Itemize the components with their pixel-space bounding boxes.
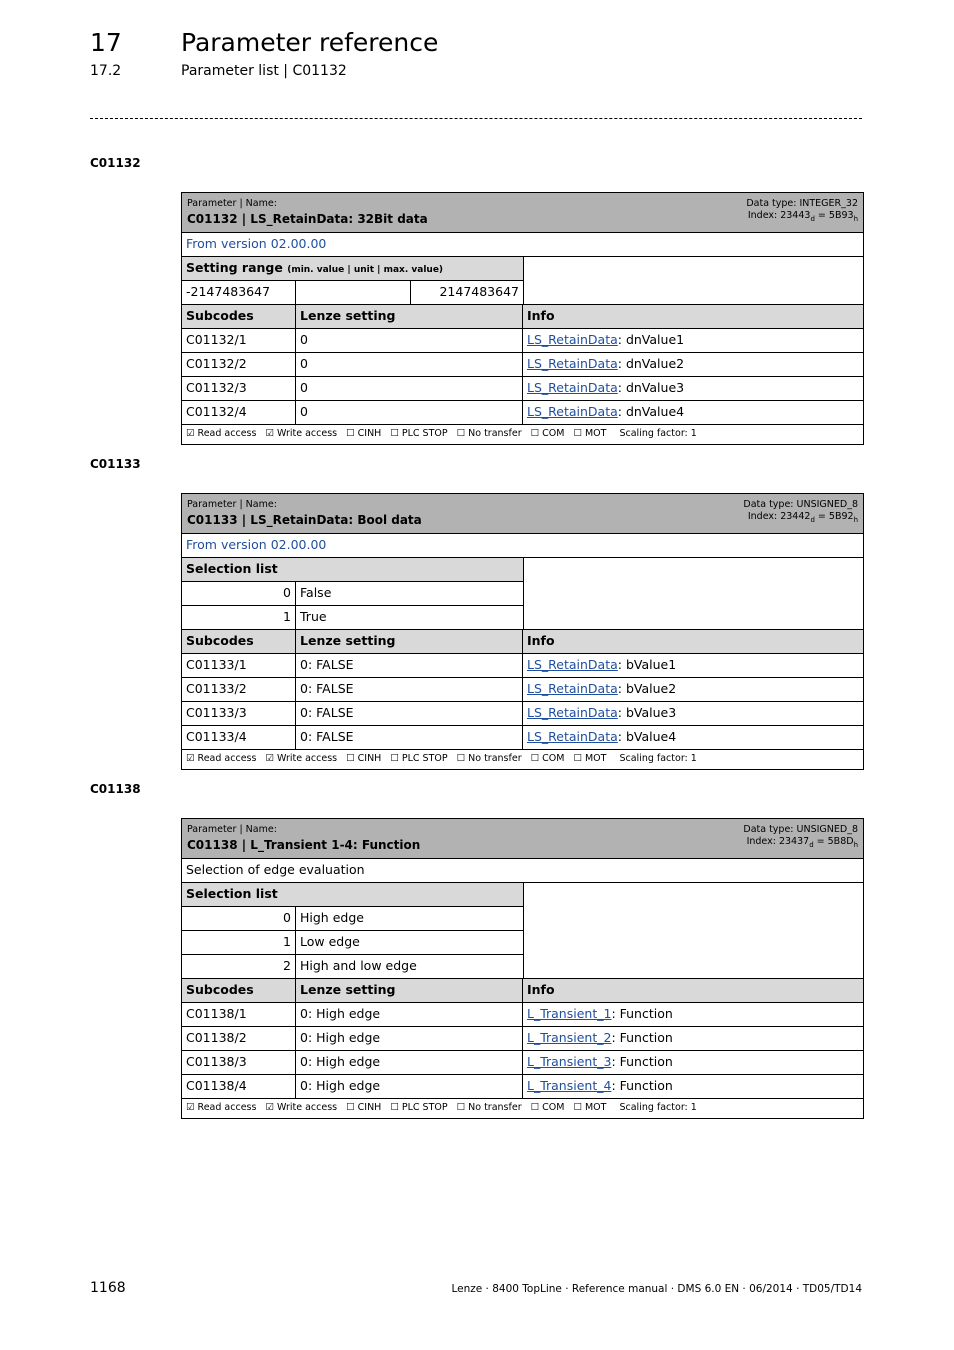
selection-list-block <box>182 883 863 979</box>
param-header <box>182 819 863 859</box>
range-min: -2147483647 <box>182 281 296 304</box>
table-row: C01132/2 0 LS_RetainData: dnValue2 <box>182 353 863 377</box>
info-link[interactable]: LS_RetainData <box>527 404 618 419</box>
info-link[interactable]: LS_RetainData <box>527 729 618 744</box>
range-max: 2147483647 <box>439 284 519 299</box>
selection-item: 2 High and low edge <box>182 955 523 978</box>
param-index: Index: $23442_d = 5B92_h$ <box>747 511 858 524</box>
info-link[interactable]: LS_RetainData <box>527 356 618 371</box>
subcode-header-row: Subcodes Lenze setting Info <box>182 630 863 654</box>
selection-list-heading: Selection list <box>182 558 523 581</box>
section-number: 17.2 <box>90 63 122 79</box>
info-link[interactable]: LS_RetainData <box>527 681 618 696</box>
param-table-c01133 <box>181 493 864 770</box>
table-row: C01138/3 0: High edge L_Transient_3: Function <box>182 1051 863 1075</box>
param-header <box>182 193 863 233</box>
anchor-c01138: C01138 <box>90 782 141 796</box>
data-type: Data type: UNSIGNED_8 <box>743 499 858 510</box>
table-row: C01133/4 0: FALSE LS_RetainData: bValue4 <box>182 726 863 750</box>
subcode-header-row: Subcodes Lenze setting Info <box>182 979 863 1003</box>
data-type: Data type: UNSIGNED_8 <box>743 824 858 835</box>
table-row: C01133/3 0: FALSE LS_RetainData: bValue3 <box>182 702 863 726</box>
section-title: Parameter list | C01132 <box>181 63 347 79</box>
range-unit <box>296 281 411 304</box>
header-divider <box>90 118 862 119</box>
param-table-c01138 <box>181 818 864 1119</box>
selection-item: 0 High edge <box>182 907 523 931</box>
table-row: C01132/3 0 LS_RetainData: dnValue3 <box>182 377 863 401</box>
selection-item: 1 True <box>182 606 523 629</box>
table-row: C01132/4 0 LS_RetainData: dnValue4 <box>182 401 863 425</box>
document-footer: Lenze · 8400 TopLine · Reference manual · DMS 6.0 EN · 06/2014 · TD05/TD14 <box>451 1283 862 1295</box>
table-row: C01138/4 0: High edge L_Transient_4: Function <box>182 1075 863 1099</box>
table-row: C01138/2 0: High edge L_Transient_2: Function <box>182 1027 863 1051</box>
info-link[interactable]: LS_RetainData <box>527 657 618 672</box>
setting-range-heading: Setting range (min. value | unit | max. value) <box>182 257 523 280</box>
selection-item: 0 False <box>182 582 523 606</box>
info-link[interactable]: LS_RetainData <box>527 332 618 347</box>
param-title: C01138 | L_Transient 1-4: Function <box>187 838 421 852</box>
access-flags: ☑ Read access ☑ Write access ☐ CINH ☐ PLC STOP ☐ No transfer ☐ COM ☐ MOT Scaling factor: 1 <box>186 1102 697 1113</box>
param-name-label: Parameter | Name: <box>187 499 277 510</box>
param-title: C01133 | LS_RetainData: Bool data <box>187 513 422 527</box>
table-row: C01133/2 0: FALSE LS_RetainData: bValue2 <box>182 678 863 702</box>
info-link[interactable]: LS_RetainData <box>527 705 618 720</box>
param-name-label: Parameter | Name: <box>187 824 277 835</box>
selection-item: 1 Low edge <box>182 931 523 955</box>
table-row: C01132/1 0 LS_RetainData: dnValue1 <box>182 329 863 353</box>
access-flags: ☑ Read access ☑ Write access ☐ CINH ☐ PLC STOP ☐ No transfer ☐ COM ☐ MOT Scaling factor: 1 <box>186 428 697 439</box>
info-link[interactable]: L_Transient_1 <box>527 1006 612 1021</box>
info-link[interactable]: L_Transient_2 <box>527 1030 612 1045</box>
table-row: C01138/1 0: High edge L_Transient_1: Function <box>182 1003 863 1027</box>
info-link[interactable]: L_Transient_3 <box>527 1054 612 1069</box>
version-note: From version 02.00.00 <box>182 534 863 558</box>
param-table-c01132 <box>181 192 864 445</box>
anchor-c01133: C01133 <box>90 457 141 471</box>
table-row: C01133/1 0: FALSE LS_RetainData: bValue1 <box>182 654 863 678</box>
selection-list-heading: Selection list <box>182 883 523 906</box>
param-name-label: Parameter | Name: <box>187 198 277 209</box>
info-link[interactable]: LS_RetainData <box>527 380 618 395</box>
data-type: Data type: INTEGER_32 <box>746 198 858 209</box>
param-index: Index: $23437_d = 5B8D_h$ <box>746 836 858 849</box>
param-header <box>182 494 863 534</box>
version-note: From version 02.00.00 <box>182 233 863 257</box>
page-number: 1168 <box>90 1280 126 1296</box>
subcode-header-row: Subcodes Lenze setting Info <box>182 305 863 329</box>
anchor-c01132: C01132 <box>90 156 141 170</box>
param-index: Index: $23443_d = 5B93_h$ <box>747 210 858 223</box>
chapter-title: Parameter reference <box>181 28 439 57</box>
access-flags: ☑ Read access ☑ Write access ☐ CINH ☐ PLC STOP ☐ No transfer ☐ COM ☐ MOT Scaling factor: 1 <box>186 753 697 764</box>
setting-range-block <box>182 257 863 305</box>
selection-list-block <box>182 558 863 630</box>
info-link[interactable]: L_Transient_4 <box>527 1078 612 1093</box>
param-title: C01132 | LS_RetainData: 32Bit data <box>187 212 428 226</box>
param-description: Selection of edge evaluation <box>182 859 863 883</box>
chapter-number: 17 <box>90 28 122 57</box>
